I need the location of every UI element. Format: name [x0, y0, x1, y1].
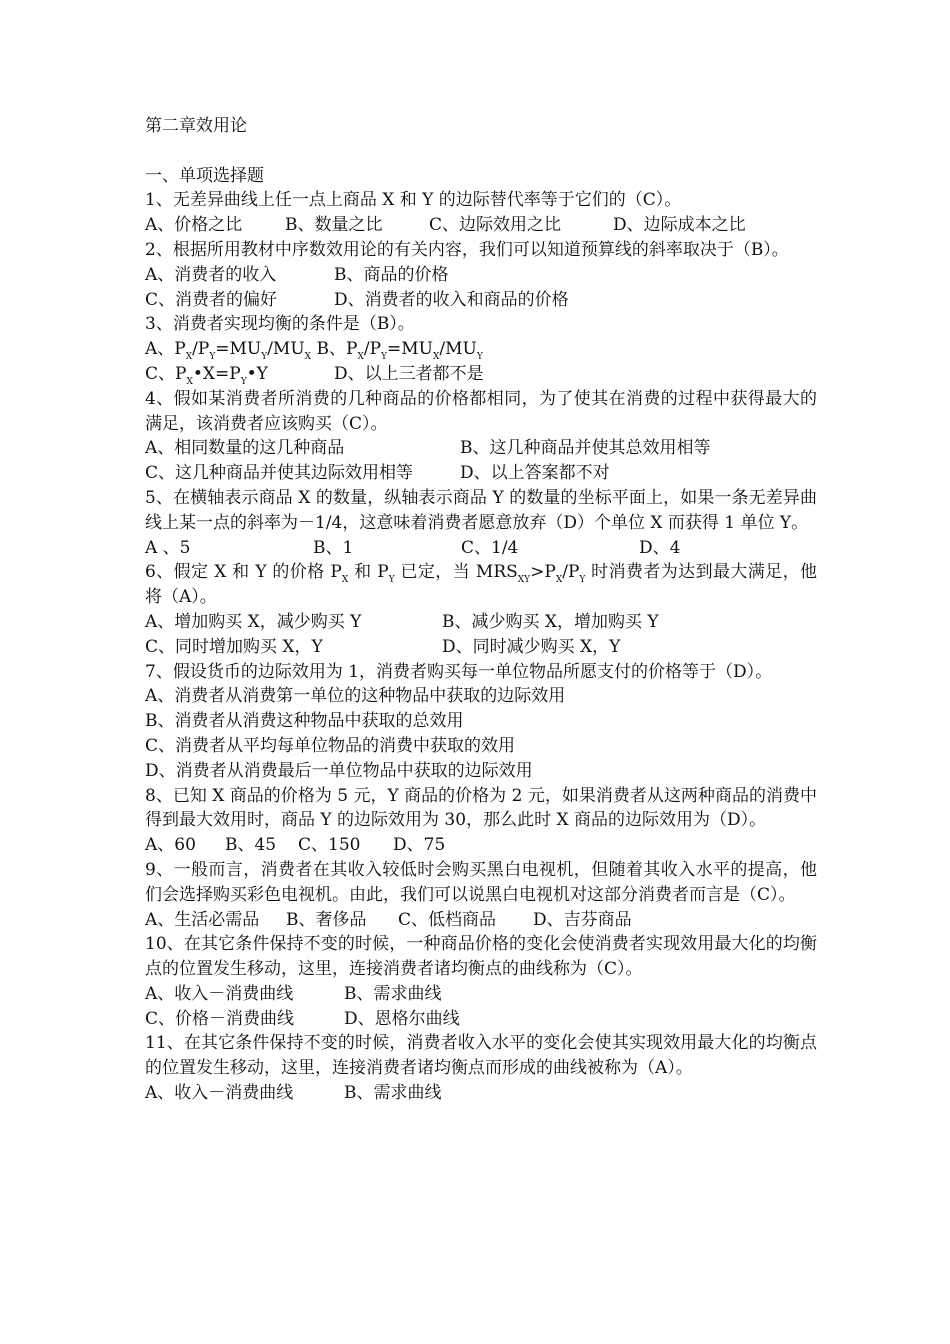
option-a: A、价格之比 — [145, 215, 243, 236]
document-page — [145, 114, 817, 1106]
option-c: C、价格－消费曲线 — [145, 1008, 295, 1029]
question-7-stem: 7、假设货币的边际效用为 1，消费者购买每一单位物品所愿支付的价格等于（D）。 — [145, 661, 773, 682]
option-a: A、生活必需品 — [145, 909, 260, 930]
question-2-stem: 2、根据所用教材中序数效用论的有关内容，我们可以知道预算线的斜率取决于（B）。 — [145, 239, 789, 260]
question-11-options-row1 — [145, 1081, 817, 1106]
option-a: A、收入－消费曲线 — [145, 983, 294, 1004]
question-10-stem: 10、在其它条件保持不变的时候，一种商品价格的变化会使消费者实现效用最大化的均衡点的位置发生移动，这里，连接消费者诸均衡点的曲线称为（C）。 — [145, 934, 817, 980]
option-d: D、4 — [639, 537, 681, 558]
chapter-title: 第二章效用论 — [145, 116, 247, 136]
question-9-options — [145, 908, 817, 933]
question-7-option-a: A、消费者从消费第一单位的这种物品中获取的边际效用 — [145, 686, 566, 707]
question-5-options — [145, 536, 817, 561]
question-11-stem: 11、在其它条件保持不变的时候，消费者收入水平的变化会使其实现效用最大化的均衡点的位置发生移动，这里，连接消费者诸均衡点而形成的曲线被称为（A）。 — [145, 1033, 817, 1079]
option-a: A、收入－消费曲线 — [145, 1083, 294, 1104]
blank-line — [145, 139, 817, 164]
option-b: B、商品的价格 — [334, 264, 449, 285]
question-8-stem: 8、已知 X 商品的价格为 5 元，Y 商品的价格为 2 元，如果消费者从这两种商品的消费中得到最大效用时，商品 Y 的边际效用为 30，那么此时 X 商品的边际效用为（D）。 — [145, 785, 817, 831]
option-a: A、增加购买 X，减少购买 Y — [145, 611, 362, 632]
option-d: D、同时减少购买 X，Y — [442, 636, 621, 657]
option-c: C、$P_X•X=P_Y•Y$ — [145, 363, 268, 387]
question-8-options — [145, 833, 817, 858]
question-4-stem: 4、假如某消费者所消费的几种商品的价格都相同，为了使其在消费的过程中获得最大的满足，该消费者应该购买（C）。 — [145, 388, 817, 434]
option-c: C、150 — [298, 835, 361, 856]
question-10-options-row2 — [145, 1007, 817, 1032]
question-5-stem: 5、在横轴表示商品 X 的数量，纵轴表示商品 Y 的数量的坐标平面上，如果一条无差异曲线上某一点的斜率为－1/4，这意味着消费者愿意放弃（D）个单位 X 而获得 1 单位 Y。 — [145, 487, 817, 533]
option-c: C、这几种商品并使其边际效用相等 — [145, 463, 414, 484]
option-b: B、减少购买 X，增加购买 Y — [442, 611, 659, 632]
option-a: A、消费者的收入 — [145, 264, 277, 285]
option-c: C、边际效用之比 — [429, 215, 562, 236]
option-c: C、低档商品 — [398, 909, 497, 930]
option-d: D、以上答案都不对 — [460, 463, 610, 484]
option-b: B、奢侈品 — [286, 909, 367, 930]
option-b: B、1 — [313, 537, 354, 558]
question-2-options-row1 — [145, 263, 817, 288]
question-2-options-row2 — [145, 288, 817, 313]
question-7-option-b: B、消费者从消费这种物品中获取的总效用 — [145, 711, 464, 732]
option-a: A、60 — [145, 835, 196, 856]
question-3-options-row1 — [145, 337, 817, 362]
question-6-stem: 6、假定 X 和 Y 的价格 $P_X$ 和 $P_Y$ 已定，当 $MRS_{XY}>P_X/P_Y$ 时消费者为达到最大满足，他将（A）。 — [145, 562, 817, 608]
option-d: D、75 — [393, 835, 446, 856]
option-c: C、1/4 — [461, 537, 519, 558]
question-1-options — [145, 213, 817, 238]
option-d: D、恩格尔曲线 — [344, 1008, 460, 1029]
option-d: D、消费者的收入和商品的价格 — [334, 289, 569, 310]
question-9-stem: 9、一般而言，消费者在其收入较低时会购买黑白电视机，但随着其收入水平的提高，他们会选择购买彩色电视机。由此，我们可以说黑白电视机对这部分消费者而言是（C）。 — [145, 859, 817, 905]
option-a: A、相同数量的这几种商品 — [145, 438, 345, 459]
question-4-options-row1 — [145, 436, 817, 461]
option-c: C、同时增加购买 X，Y — [145, 636, 323, 657]
question-1-stem: 1、无差异曲线上任一点上商品 X 和 Y 的边际替代率等于它们的（C）。 — [145, 190, 682, 211]
option-b: B、45 — [225, 835, 277, 856]
question-7-option-d: D、消费者从消费最后一单位物品中获取的边际效用 — [145, 760, 533, 781]
option-b: B、$P_X/P_Y=MU_X/MU_Y$ — [316, 339, 483, 363]
question-3-stem: 3、消费者实现均衡的条件是（B）。 — [145, 314, 415, 335]
option-b: B、需求曲线 — [344, 1083, 442, 1104]
option-d: D、吉芬商品 — [533, 909, 632, 930]
question-6-options-row1 — [145, 610, 817, 635]
option-b: B、需求曲线 — [344, 983, 442, 1004]
question-6-options-row2 — [145, 635, 817, 660]
option-d: D、边际成本之比 — [613, 215, 746, 236]
option-d: D、以上三者都不是 — [334, 363, 484, 384]
section-heading: 一、单项选择题 — [145, 165, 264, 186]
option-c: C、消费者的偏好 — [145, 289, 278, 310]
question-3-options-row2 — [145, 362, 817, 387]
question-10-options-row1 — [145, 982, 817, 1007]
option-a: A 、5 — [145, 537, 191, 558]
option-b: B、这几种商品并使其总效用相等 — [460, 438, 711, 459]
option-b: B、数量之比 — [285, 215, 383, 236]
question-4-options-row2 — [145, 461, 817, 486]
option-a: A、$P_X/P_Y=MU_Y/MU_X$ — [145, 339, 312, 363]
question-7-option-c: C、消费者从平均每单位物品的消费中获取的效用 — [145, 735, 516, 756]
